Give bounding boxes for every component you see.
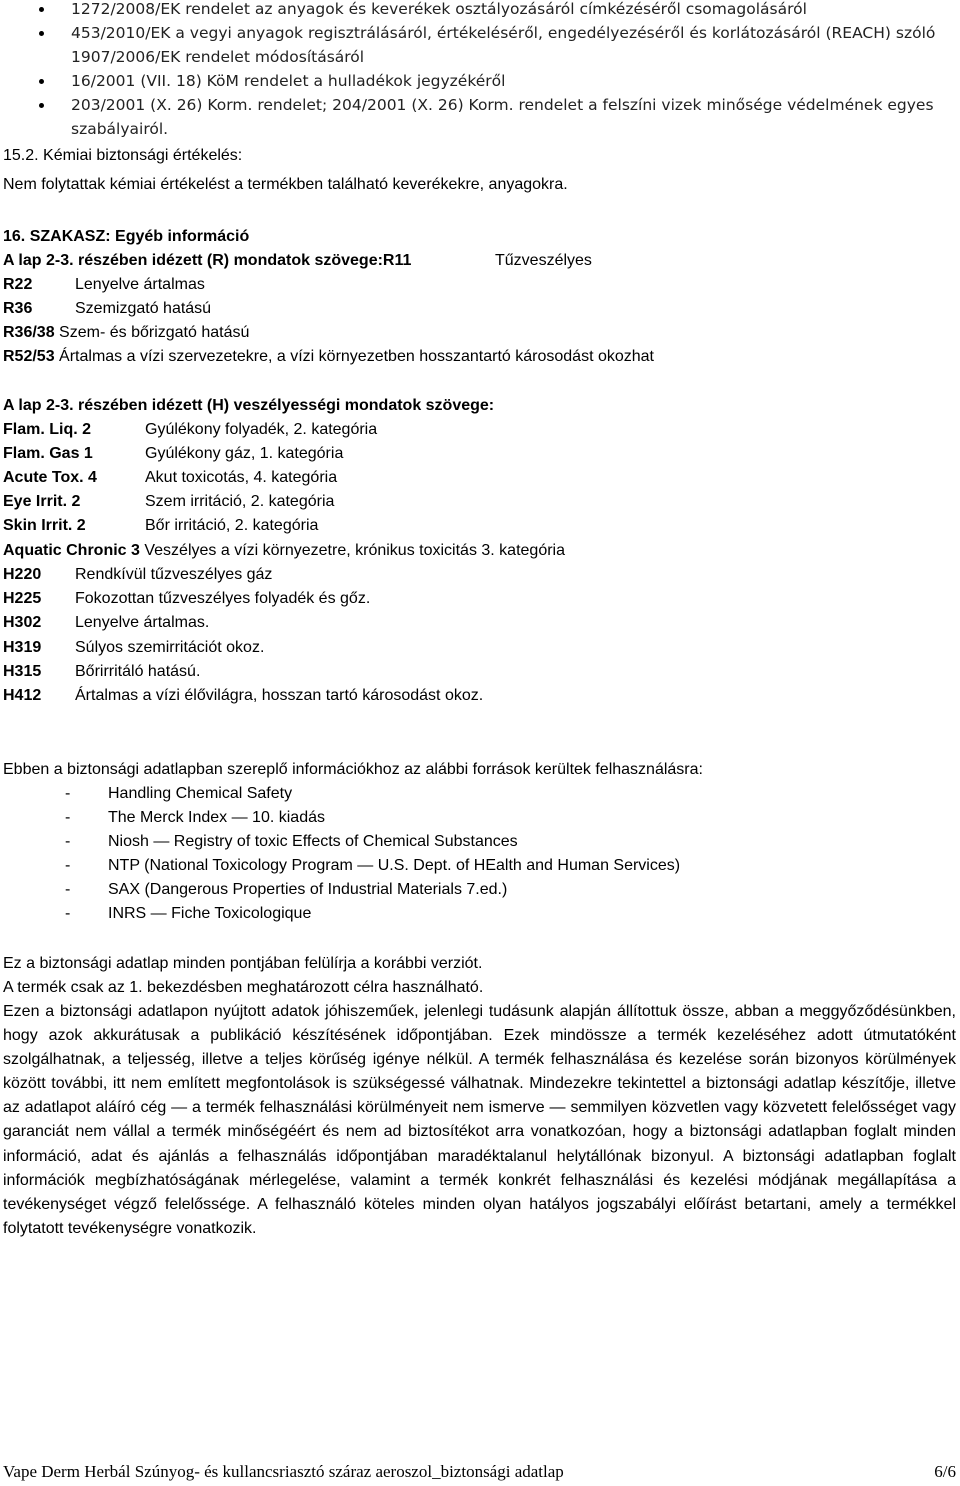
hazard-class-text: Gyúlékony folyadék, 2. kategória: [145, 421, 378, 438]
dash-bullet: -: [65, 881, 71, 898]
page-footer: [3, 1462, 956, 1482]
dash-bullet: -: [65, 905, 71, 922]
hazard-class-code: Skin Irrit. 2: [3, 517, 86, 534]
section-16-heading: 16. SZAKASZ: Egyéb információ: [3, 228, 250, 245]
regulation-text: 203/2001 (X. 26) Korm. rendelet; 204/2001 (X. 26) Korm. rendelet a felszíni vizek minősége védelmének egyes szabályairól.: [71, 96, 934, 138]
r-phrase-code: R22: [3, 276, 33, 293]
hazard-class-text: Szem irritáció, 2. kategória: [145, 493, 335, 510]
dash-bullet: -: [65, 785, 71, 802]
regulation-text: 16/2001 (VII. 18) KöM rendelet a hulladékok jegyzékéről: [71, 72, 506, 90]
h-phrase-text: Lenyelve ártalmas.: [75, 614, 210, 631]
h-phrase-code: H225: [3, 590, 42, 607]
hazard-class-row: [3, 490, 335, 514]
r-phrase-row: [3, 249, 958, 273]
h-phrase-code: H302: [3, 614, 42, 631]
h-phrase-code: H319: [3, 639, 42, 656]
r-phrase-code: R36: [3, 300, 33, 317]
list-item: [3, 69, 958, 93]
r-phrase-text: Ártalmas a vízi szervezetekre, a vízi környezetben hosszantartó károsodást okozhat: [59, 348, 654, 365]
source-text: Niosh — Registry of toxic Effects of Chemical Substances: [108, 833, 518, 850]
h-phrase-text: Bőrirritáló hatású.: [75, 663, 201, 680]
dash-bullet: -: [65, 809, 71, 826]
bullet-icon: [39, 31, 44, 36]
r-phrase-text: Lenyelve ártalmas: [75, 276, 205, 293]
hazard-class-text: Gyúlékony gáz, 1. kategória: [145, 445, 344, 462]
sources-intro: Ebben a biztonsági adatlapban szereplő információkhoz az alábbi források kerültek felhasználásra:: [3, 761, 703, 778]
h-phrase-row: [3, 611, 210, 635]
section-15-2-text: Nem folytattak kémiai értékelést a termékben található keverékekre, anyagokra.: [3, 176, 568, 193]
h-phrase-code: H220: [3, 566, 42, 583]
hazard-class-code: Acute Tox. 4: [3, 469, 97, 486]
source-text: Handling Chemical Safety: [108, 785, 293, 802]
source-text: INRS — Fiche Toxicologique: [108, 905, 312, 922]
r-phrase-row: [3, 345, 654, 369]
h-phrase-code: H412: [3, 687, 42, 704]
h-phrase-row: [3, 684, 484, 708]
bullet-icon: [39, 103, 44, 108]
r-phrase-text: Szemizgató hatású: [75, 300, 212, 317]
closing-line-1: Ez a biztonsági adatlap minden pontjában felülírja a korábbi verziót.: [3, 955, 483, 972]
h-phrase-row: [3, 563, 273, 587]
r-phrase-text: Szem- és bőrizgató hatású: [59, 324, 250, 341]
hazard-class-text: Bőr irritáció, 2. kategória: [145, 517, 319, 534]
h-phrase-row: [3, 636, 265, 660]
hazard-class-row: [3, 418, 378, 442]
r-phrase-row: [3, 273, 205, 297]
list-item: [3, 0, 958, 21]
h-phrase-row: [3, 587, 371, 611]
dash-bullet: -: [65, 857, 71, 874]
r11-text: Tűzveszélyes: [495, 252, 592, 269]
h-phrases-intro: A lap 2-3. részében idézett (H) veszélyességi mondatok szövege:: [3, 397, 495, 414]
page-number: 6/6: [934, 1462, 956, 1481]
section-15-2-heading: 15.2. Kémiai biztonsági értékelés:: [3, 147, 243, 164]
hazard-class-row: [3, 514, 319, 538]
hazard-class-code: Flam. Liq. 2: [3, 421, 92, 438]
hazard-class-row: [3, 466, 338, 490]
r-phrase-code: R52/53: [3, 348, 55, 365]
hazard-class-text: Akut toxicotás, 4. kategória: [145, 469, 338, 486]
hazard-class-text: Veszélyes a vízi környezetre, krónikus toxicitás 3. kategória: [144, 542, 565, 559]
bullet-icon: [39, 79, 44, 84]
footer-title: Vape Derm Herbál Szúnyog- és kullancsriasztó száraz aeroszol_biztonsági adatlap: [3, 1462, 564, 1481]
regulation-text: 1272/2008/EK rendelet az anyagok és keverékek osztályozásáról címkézéséről csomagolásáról: [71, 0, 807, 18]
regulation-text: 453/2010/EK a vegyi anyagok regisztrálásáról, értékeléséről, engedélyezéséről és korlátozásáról (REACH) szóló 1907/2006/EK rendelet módosításáról: [71, 24, 936, 66]
h-phrase-code: H315: [3, 663, 42, 680]
r-phrase-row: [3, 297, 212, 321]
h-phrase-text: Rendkívül tűzveszélyes gáz: [75, 566, 273, 583]
r-phrase-row: [3, 321, 249, 345]
r-phrases-intro: A lap 2-3. részében idézett (R) mondatok szövege:R11: [3, 252, 412, 269]
regulation-list: [3, 0, 958, 141]
r-phrase-code: R36/38: [3, 324, 55, 341]
list-item: [3, 21, 958, 69]
h-phrase-text: Fokozottan tűzveszélyes folyadék és gőz.: [75, 590, 371, 607]
hazard-class-code: Eye Irrit. 2: [3, 493, 81, 510]
list-item: [3, 93, 958, 141]
source-text: The Merck Index — 10. kiadás: [108, 809, 325, 826]
source-text: NTP (National Toxicology Program — U.S. Dept. of HEalth and Human Services): [108, 857, 681, 874]
hazard-class-row: [3, 539, 565, 563]
hazard-class-code: Flam. Gas 1: [3, 445, 93, 462]
bullet-icon: [39, 7, 44, 12]
h-phrase-text: Ártalmas a vízi élővilágra, hosszan tartó károsodást okoz.: [75, 687, 484, 704]
h-phrase-row: [3, 660, 201, 684]
source-text: SAX (Dangerous Properties of Industrial Materials 7.ed.): [108, 881, 508, 898]
h-phrase-text: Súlyos szemirritációt okoz.: [75, 639, 265, 656]
hazard-class-code: Aquatic Chronic 3: [3, 542, 140, 559]
closing-line-2: A termék csak az 1. bekezdésben meghatározott célra használható.: [3, 979, 484, 996]
hazard-class-row: [3, 442, 344, 466]
disclaimer-paragraph: Ezen a biztonsági adatlapon nyújtott adatok jóhiszeműek, jelenlegi tudásunk alapján állítottuk össze, abban a meggyőződésünkben, hogy azok akkurátusak a publikáció készítésének időpontjában. Ezek mindössze a termék kezeléséhez adott útmutatóként szolgálhatnak, a teljesség, illetve a teljes körűség igénye nélkül. A termék felhasználása és kezelése során bizonyos körülmények között további, itt nem említett megfontolások is szükségessé válhatnak. Mindezekre tekintettel a biztonsági adatlap készítője, illetve az adatlapot aláíró cég — a termék felhasználási körülményeit nem ismerve — semmilyen közvetlen vagy közvetett felelősséget vagy garanciát nem vállal a termék minőségéért és nem ad biztosítékot arra vonatkozóan, hogy a biztonsági adatlapban foglalt minden információ, adat és ajánlás a felhasználás időpontjában maradéktalanul helytállónak bizonyul. A biztonsági adatlapban foglalt információk megbízhatóságának mérlegelése, valamint a termék konkrét felhasználási és kezelési módjának megállapítása a tevékenységet végző felelőssége. A felhasználó köteles minden olyan hatályos jogszabályi előírást betartani, amely a termékkel folytatott tevékenységre vonatkozik.: [3, 1003, 956, 1237]
dash-bullet: -: [65, 833, 71, 850]
